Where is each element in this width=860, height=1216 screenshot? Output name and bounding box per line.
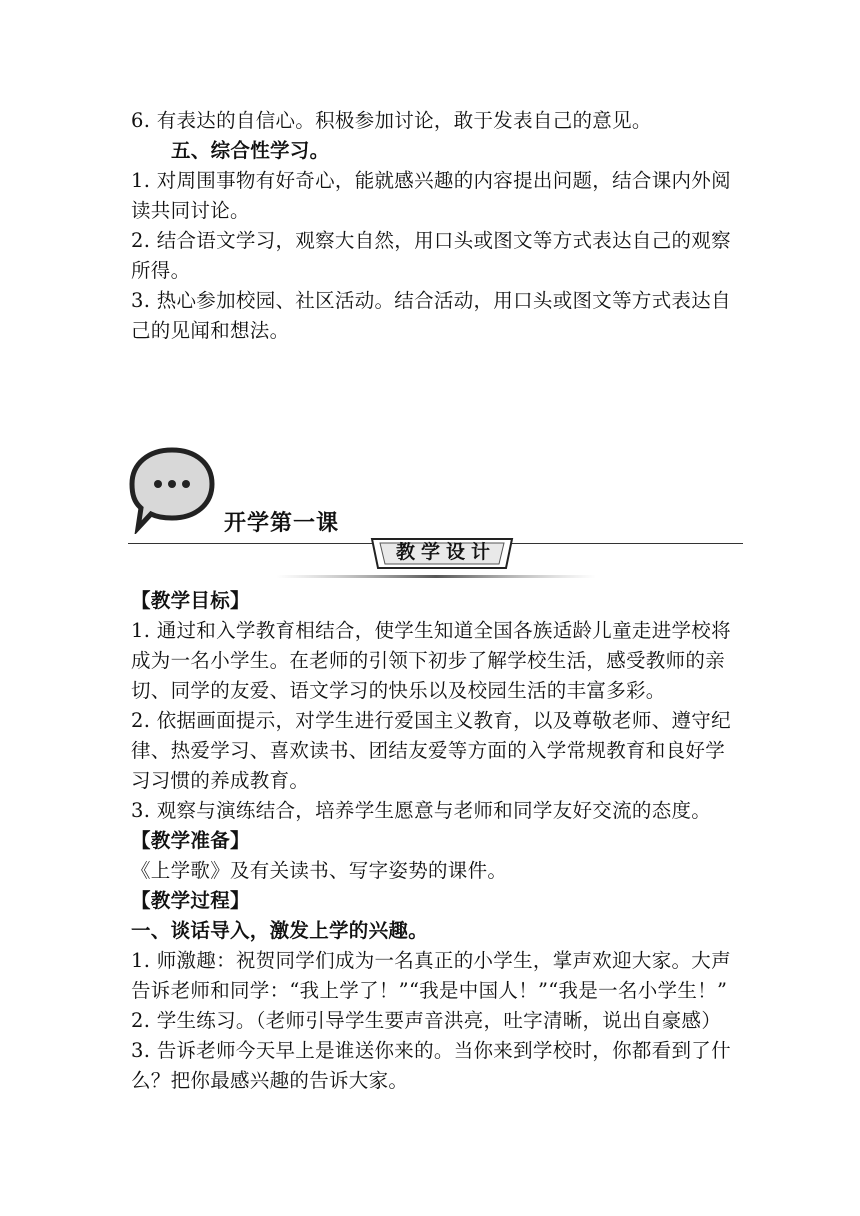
section-5-item-2: 2. 结合语文学习，观察大自然，用口头或图文等方式表达自己的观察所得。 — [131, 229, 731, 282]
goals-heading: 【教学目标】 — [131, 589, 250, 612]
process-heading: 【教学过程】 — [131, 889, 250, 912]
section-5-heading: 五、综合性学习。 — [171, 139, 330, 162]
banner-label: 教学设计 — [395, 541, 496, 563]
goal-item-1: 1. 通过和入学教育相结合，使学生知道全国各族适龄儿童走进学校将成为一名小学生。在老师的引领下初步了解学校生活，感受教师的亲切、同学的友爱、语文学习的快乐以及校园生活的丰富多彩。 — [131, 619, 731, 702]
section-5-item-1: 1. 对周围事物有好奇心，能就感兴趣的内容提出问题，结合课内外阅读共同讨论。 — [131, 169, 731, 222]
prep-heading: 【教学准备】 — [131, 829, 250, 852]
section-5-item-3: 3. 热心参加校园、社区活动。结合活动，用口头或图文等方式表达自己的见闻和想法。 — [131, 289, 731, 342]
speech-bubble-icon — [128, 444, 220, 534]
process-item-1: 1. 师激趣：祝贺同学们成为一名真正的小学生，掌声欢迎大家。大声告诉老师和同学：“我上学了！”“我是中国人！”“我是一名小学生！” — [131, 949, 731, 1002]
line-6: 6. 有表达的自信心。积极参加讨论，敢于发表自己的意见。 — [131, 109, 652, 132]
banner-shadow — [276, 573, 596, 581]
process-item-3: 3. 告诉老师今天早上是谁送你来的。当你来到学校时，你都看到了什么？把你最感兴趣的告诉大家。 — [131, 1039, 731, 1092]
process-item-2: 2. 学生练习。（老师引导学生要声音洪亮，吐字清晰，说出自豪感） — [131, 1009, 722, 1032]
lesson-title: 开学第一课 — [224, 511, 340, 536]
goal-item-2: 2. 依据画面提示，对学生进行爱国主义教育，以及尊敬老师、遵守纪律、热爱学习、喜欢读书、团结友爱等方面的入学常规教育和良好学习习惯的养成教育。 — [131, 709, 731, 792]
goal-item-3: 3. 观察与演练结合，培养学生愿意与老师和同学友好交流的态度。 — [131, 799, 712, 822]
prep-text: 《上学歌》及有关读书、写字姿势的课件。 — [131, 859, 508, 882]
step-1-heading: 一、谈话导入，激发上学的兴趣。 — [131, 919, 429, 942]
